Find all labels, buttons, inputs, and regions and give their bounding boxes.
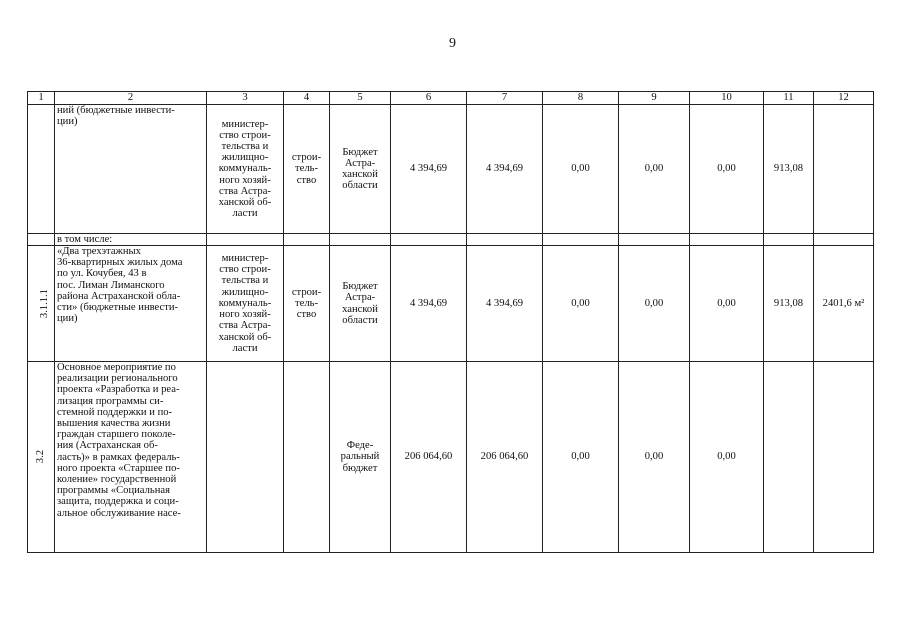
row-id-cell bbox=[28, 234, 55, 246]
subheading-cell: в том числе: bbox=[55, 234, 207, 246]
name-line: по ул. Кочубея, 43 в bbox=[57, 268, 147, 280]
executor-line: ства Астра- bbox=[219, 185, 271, 197]
empty-cell bbox=[619, 234, 690, 246]
column-header: 10 bbox=[690, 92, 764, 105]
source-line: области bbox=[342, 314, 378, 326]
executor-line: коммуналь- bbox=[218, 163, 272, 175]
name-line: граждан старшего поколе- bbox=[57, 429, 176, 441]
empty-cell bbox=[467, 234, 543, 246]
empty-cell bbox=[284, 234, 330, 246]
source-line: ральный bbox=[340, 451, 380, 463]
executor-line: ханской об- bbox=[218, 197, 272, 208]
name-line: программы «Социальная bbox=[57, 485, 170, 497]
name-line: ного проекта «Старшее по- bbox=[57, 462, 180, 474]
value-cell: 206 064,60 bbox=[391, 362, 467, 553]
name-line: альное обслуживание насе- bbox=[57, 507, 181, 519]
funding-source-cell bbox=[330, 246, 391, 362]
page-number: 9 bbox=[449, 36, 456, 51]
value-cell bbox=[764, 362, 814, 553]
name-line: района Астраханской обла- bbox=[57, 290, 181, 302]
row-id: 3.1.1.1 bbox=[38, 288, 50, 319]
name-line: пос. Лиман Лиманского bbox=[57, 279, 165, 291]
value-cell: 4 394,69 bbox=[391, 105, 467, 234]
source-line: Астра- bbox=[344, 157, 376, 169]
executor-line: ства Астра- bbox=[219, 320, 271, 332]
value-cell: 4 394,69 bbox=[467, 105, 543, 234]
row-name-cell bbox=[55, 362, 207, 553]
name-line: «Два трехэтажных bbox=[57, 246, 141, 257]
column-header: 7 bbox=[467, 92, 543, 105]
empty-cell bbox=[543, 234, 619, 246]
value-cell: 0,00 bbox=[543, 105, 619, 234]
column-header: 12 bbox=[814, 92, 874, 105]
value-cell: 206 064,60 bbox=[467, 362, 543, 553]
value-cell: 0,00 bbox=[690, 105, 764, 234]
empty-cell bbox=[814, 234, 874, 246]
executor-line: ного хозяй- bbox=[219, 174, 271, 186]
empty-cell bbox=[690, 234, 764, 246]
value-cell: 0,00 bbox=[543, 362, 619, 553]
executor-line: жилищно- bbox=[221, 152, 269, 164]
column-header: 8 bbox=[543, 92, 619, 105]
executor-cell bbox=[207, 246, 284, 362]
funding-source-cell bbox=[330, 105, 391, 234]
activity-cell bbox=[284, 362, 330, 553]
activity-cell bbox=[284, 246, 330, 362]
executor-line: жилищно- bbox=[221, 286, 269, 298]
name-line: проекта «Разработка и реа- bbox=[57, 384, 180, 396]
name-line: реализации регионального bbox=[57, 373, 178, 385]
source-line: ханской bbox=[342, 303, 378, 315]
value-cell bbox=[814, 105, 874, 234]
column-number-row bbox=[28, 92, 874, 105]
value-cell: 0,00 bbox=[619, 362, 690, 553]
value-cell: 913,08 bbox=[764, 246, 814, 362]
row-name-cell bbox=[55, 105, 207, 234]
source-line: Астра- bbox=[344, 292, 376, 304]
value-cell: 0,00 bbox=[543, 246, 619, 362]
source-line: области bbox=[342, 180, 378, 192]
column-header: 11 bbox=[764, 92, 814, 105]
source-line: Бюджет bbox=[342, 146, 378, 158]
executor-line: ласти bbox=[232, 342, 258, 354]
value-cell: 0,00 bbox=[619, 105, 690, 234]
table-row bbox=[28, 234, 874, 246]
column-header: 6 bbox=[391, 92, 467, 105]
row-id: 3.2 bbox=[35, 450, 47, 464]
executor-line: коммуналь- bbox=[218, 297, 272, 309]
value-cell: 0,00 bbox=[690, 246, 764, 362]
name-line: стемной поддержки и по- bbox=[57, 406, 173, 418]
column-header: 4 bbox=[284, 92, 330, 105]
name-line: Основное мероприятие по bbox=[57, 362, 176, 373]
executor-line: ханской об- bbox=[218, 331, 272, 343]
row-id-cell bbox=[28, 362, 55, 553]
column-header: 9 bbox=[619, 92, 690, 105]
activity-line: тель- bbox=[295, 163, 318, 175]
executor-line: министер- bbox=[221, 118, 269, 130]
empty-cell bbox=[764, 234, 814, 246]
executor-line: ство строи- bbox=[219, 129, 271, 141]
name-line: вышения качества жизни bbox=[57, 418, 171, 430]
value-cell: 4 394,69 bbox=[467, 246, 543, 362]
empty-cell bbox=[207, 234, 284, 246]
name-line: сти» (бюджетные инвести- bbox=[57, 302, 179, 314]
funding-source-cell bbox=[330, 362, 391, 553]
activity-line: строи- bbox=[291, 152, 322, 164]
executor-line: ство строи- bbox=[219, 264, 271, 276]
budget-table bbox=[27, 91, 874, 553]
executor-line: ного хозяй- bbox=[219, 309, 271, 321]
column-header: 3 bbox=[207, 92, 284, 105]
executor-cell bbox=[207, 362, 284, 553]
activity-line: ство bbox=[296, 174, 317, 186]
name-line: 36-квартирных жилых дома bbox=[57, 257, 183, 269]
name-line: лизация программы си- bbox=[57, 395, 164, 407]
name-line: ний (бюджетные инвести- bbox=[57, 105, 175, 116]
value-cell: 913,08 bbox=[764, 105, 814, 234]
executor-cell bbox=[207, 105, 284, 234]
value-cell: 0,00 bbox=[690, 362, 764, 553]
executor-line: министер- bbox=[221, 253, 269, 265]
table-row bbox=[28, 362, 874, 553]
executor-line: тельства и bbox=[221, 140, 269, 152]
column-header: 1 bbox=[28, 92, 55, 105]
name-line: ния (Астраханская об- bbox=[57, 440, 158, 452]
source-line: Феде- bbox=[346, 440, 374, 452]
name-line: защита, поддержка и соци- bbox=[57, 496, 179, 508]
table-row bbox=[28, 246, 874, 362]
source-line: Бюджет bbox=[342, 281, 378, 293]
row-id-cell bbox=[28, 105, 55, 234]
source-line: ханской bbox=[342, 169, 378, 180]
table-row bbox=[28, 105, 874, 234]
activity-line: ство bbox=[296, 309, 317, 321]
name-line: коление» государственной bbox=[57, 474, 177, 486]
column-header: 5 bbox=[330, 92, 391, 105]
activity-line: строи- bbox=[291, 286, 322, 298]
row-id-cell bbox=[28, 246, 55, 362]
source-line: бюджет bbox=[342, 462, 378, 474]
value-cell: 0,00 bbox=[619, 246, 690, 362]
activity-line: тель- bbox=[295, 297, 318, 309]
value-cell: 4 394,69 bbox=[391, 246, 467, 362]
name-line: ции) bbox=[57, 116, 78, 128]
column-header: 2 bbox=[55, 92, 207, 105]
value-cell bbox=[814, 362, 874, 553]
executor-line: ласти bbox=[232, 208, 258, 220]
row-name-cell bbox=[55, 246, 207, 362]
name-line: ции) bbox=[57, 313, 78, 325]
area-cell: 2401,6 м² bbox=[814, 246, 874, 362]
empty-cell bbox=[391, 234, 467, 246]
executor-line: тельства и bbox=[221, 275, 269, 287]
empty-cell bbox=[330, 234, 391, 246]
name-line: ласть)» в рамках федераль- bbox=[57, 451, 180, 463]
activity-cell bbox=[284, 105, 330, 234]
